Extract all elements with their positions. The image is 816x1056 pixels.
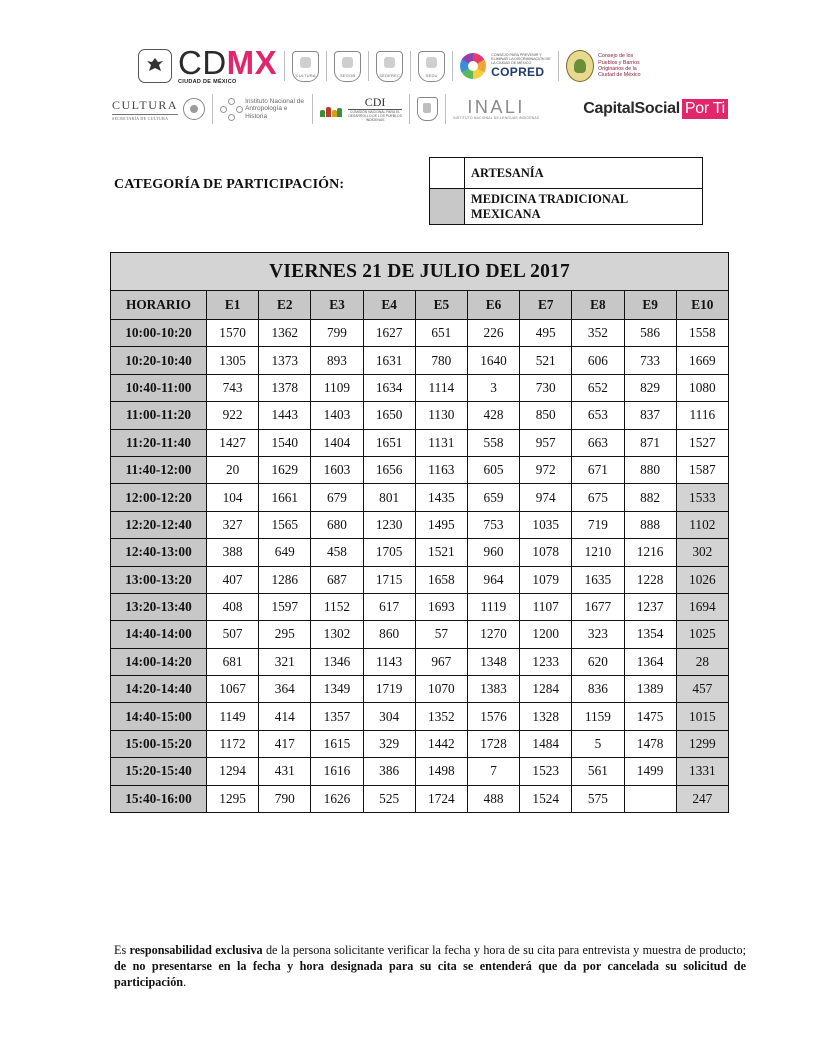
table-cell bbox=[624, 785, 676, 812]
table-cell: 1015 bbox=[676, 703, 728, 730]
table-row bbox=[111, 566, 729, 593]
copred-logo: CONSEJO PARA PREVENIR Y ELIMINAR LA DISCRIMINACIÓN DE LA CIUDAD DE MÉXICO COPRED bbox=[491, 52, 551, 80]
table-cell: 321 bbox=[259, 648, 311, 675]
table-cell: 329 bbox=[363, 730, 415, 757]
time-slot: 15:20-15:40 bbox=[111, 758, 207, 785]
table-cell: 1634 bbox=[363, 374, 415, 401]
table-cell: 1587 bbox=[676, 456, 728, 483]
table-cell: 605 bbox=[467, 456, 519, 483]
table-cell: 1107 bbox=[520, 593, 572, 620]
time-slot: 12:20-12:40 bbox=[111, 511, 207, 538]
table-cell: 104 bbox=[207, 484, 259, 511]
pueblos-logo-text: Consejo de los Pueblos y Barrios Originarios de la Ciudad de México bbox=[598, 53, 641, 79]
time-slot: 10:20-10:40 bbox=[111, 347, 207, 374]
table-cell: 1565 bbox=[259, 511, 311, 538]
table-row bbox=[111, 758, 729, 785]
table-cell: 525 bbox=[363, 785, 415, 812]
table-cell: 1163 bbox=[415, 456, 467, 483]
inah-logo-icon bbox=[220, 98, 242, 120]
table-cell: 1354 bbox=[624, 621, 676, 648]
table-cell: 1576 bbox=[467, 703, 519, 730]
cdmx-logo: CDMX CIUDAD DE MÉXICO bbox=[178, 44, 278, 86]
table-row bbox=[111, 539, 729, 566]
table-cell: 507 bbox=[207, 621, 259, 648]
table-cell: 1352 bbox=[415, 703, 467, 730]
table-cell: 880 bbox=[624, 456, 676, 483]
category-checkbox-artesania bbox=[430, 158, 465, 189]
table-cell: 1499 bbox=[624, 758, 676, 785]
table-cell: 1305 bbox=[207, 347, 259, 374]
table-cell: 680 bbox=[311, 511, 363, 538]
table-cell: 5 bbox=[572, 730, 624, 757]
table-cell: 964 bbox=[467, 566, 519, 593]
schedule-body bbox=[111, 320, 729, 813]
table-cell: 417 bbox=[259, 730, 311, 757]
table-cell: 1373 bbox=[259, 347, 311, 374]
table-cell: 561 bbox=[572, 758, 624, 785]
time-slot: 15:40-16:00 bbox=[111, 785, 207, 812]
table-cell: 1475 bbox=[624, 703, 676, 730]
table-cell: 1067 bbox=[207, 676, 259, 703]
table-cell: 1233 bbox=[520, 648, 572, 675]
table-cell: 790 bbox=[259, 785, 311, 812]
table-cell: 431 bbox=[259, 758, 311, 785]
table-cell: 1705 bbox=[363, 539, 415, 566]
table-cell: 1228 bbox=[624, 566, 676, 593]
table-cell: 1640 bbox=[467, 347, 519, 374]
table-row bbox=[111, 456, 729, 483]
table-row bbox=[111, 320, 729, 347]
table-cell: 1159 bbox=[572, 703, 624, 730]
table-cell: 1658 bbox=[415, 566, 467, 593]
table-row bbox=[111, 374, 729, 401]
table-cell: 974 bbox=[520, 484, 572, 511]
table-cell: 1080 bbox=[676, 374, 728, 401]
table-row bbox=[111, 429, 729, 456]
time-slot: 11:20-11:40 bbox=[111, 429, 207, 456]
table-cell: 675 bbox=[572, 484, 624, 511]
table-cell: 247 bbox=[676, 785, 728, 812]
header-e8: E8 bbox=[572, 291, 624, 320]
header-horario: HORARIO bbox=[111, 291, 207, 320]
table-cell: 302 bbox=[676, 539, 728, 566]
table-cell: 364 bbox=[259, 676, 311, 703]
table-cell: 1328 bbox=[520, 703, 572, 730]
time-slot: 13:20-13:40 bbox=[111, 593, 207, 620]
table-cell: 20 bbox=[207, 456, 259, 483]
table-cell: 606 bbox=[572, 347, 624, 374]
table-cell: 836 bbox=[572, 676, 624, 703]
table-cell: 1109 bbox=[311, 374, 363, 401]
table-row bbox=[111, 730, 729, 757]
header-e3: E3 bbox=[311, 291, 363, 320]
table-cell: 679 bbox=[311, 484, 363, 511]
inali-logo: INALI INSTITUTO NACIONAL DE LENGUAS INDÍGENAS bbox=[453, 97, 540, 120]
table-cell: 1597 bbox=[259, 593, 311, 620]
table-cell: 586 bbox=[624, 320, 676, 347]
table-cell: 651 bbox=[415, 320, 467, 347]
table-cell: 1389 bbox=[624, 676, 676, 703]
header-e6: E6 bbox=[467, 291, 519, 320]
schedule-table bbox=[110, 252, 729, 813]
table-cell: 801 bbox=[363, 484, 415, 511]
header-logos-bottom bbox=[112, 92, 728, 126]
table-cell: 1364 bbox=[624, 648, 676, 675]
sederec-shield-icon: SEDEREC bbox=[376, 51, 403, 82]
table-cell: 1533 bbox=[676, 484, 728, 511]
table-cell: 1149 bbox=[207, 703, 259, 730]
table-cell: 1498 bbox=[415, 758, 467, 785]
table-cell: 1172 bbox=[207, 730, 259, 757]
table-cell: 1523 bbox=[520, 758, 572, 785]
table-cell: 1570 bbox=[207, 320, 259, 347]
header-e1: E1 bbox=[207, 291, 259, 320]
table-cell: 829 bbox=[624, 374, 676, 401]
table-cell: 860 bbox=[363, 621, 415, 648]
table-cell: 1693 bbox=[415, 593, 467, 620]
table-row bbox=[111, 593, 729, 620]
table-cell: 408 bbox=[207, 593, 259, 620]
table-row bbox=[111, 347, 729, 374]
segob-shield-icon: SEGOB bbox=[334, 51, 361, 82]
table-cell: 7 bbox=[467, 758, 519, 785]
table-cell: 1070 bbox=[415, 676, 467, 703]
time-slot: 11:00-11:20 bbox=[111, 402, 207, 429]
table-row bbox=[111, 703, 729, 730]
table-cell: 1715 bbox=[363, 566, 415, 593]
mexico-seal-icon bbox=[183, 98, 205, 120]
header-logos-top bbox=[138, 44, 646, 88]
table-cell: 1026 bbox=[676, 566, 728, 593]
time-slot: 14:20-14:40 bbox=[111, 676, 207, 703]
table-cell: 1357 bbox=[311, 703, 363, 730]
table-cell: 1427 bbox=[207, 429, 259, 456]
table-cell: 799 bbox=[311, 320, 363, 347]
table-cell: 386 bbox=[363, 758, 415, 785]
table-cell: 28 bbox=[676, 648, 728, 675]
table-cell: 653 bbox=[572, 402, 624, 429]
table-cell: 521 bbox=[520, 347, 572, 374]
category-option bbox=[430, 189, 703, 225]
cultura-shield-icon: CULTURA bbox=[292, 51, 319, 82]
table-cell: 1286 bbox=[259, 566, 311, 593]
table-cell: 1143 bbox=[363, 648, 415, 675]
footer-note: Es responsabilidad exclusiva de la persona solicitante verificar la fecha y hora de su cita para entrevista y muestra de producto; de no presentarse en la fecha y hora designada para su cita se entenderá que da por cancelada su solicitud de participación. bbox=[114, 943, 746, 989]
table-cell: 1484 bbox=[520, 730, 572, 757]
table-cell: 1130 bbox=[415, 402, 467, 429]
table-cell: 957 bbox=[520, 429, 572, 456]
table-cell: 352 bbox=[572, 320, 624, 347]
table-cell: 1635 bbox=[572, 566, 624, 593]
table-cell: 1629 bbox=[259, 456, 311, 483]
table-cell: 1079 bbox=[520, 566, 572, 593]
table-cell: 1627 bbox=[363, 320, 415, 347]
category-table bbox=[429, 157, 703, 225]
table-cell: 1615 bbox=[311, 730, 363, 757]
table-cell: 1295 bbox=[207, 785, 259, 812]
table-cell: 1404 bbox=[311, 429, 363, 456]
cdi-logo: CDI COMISIÓN NACIONAL PARA EL DESARROLLO DE LOS PUEBLOS INDÍGENAS bbox=[320, 96, 402, 122]
table-cell: 1035 bbox=[520, 511, 572, 538]
table-cell: 1331 bbox=[676, 758, 728, 785]
table-cell: 558 bbox=[467, 429, 519, 456]
header-e7: E7 bbox=[520, 291, 572, 320]
pueblos-seal-icon bbox=[566, 50, 594, 82]
table-cell: 1442 bbox=[415, 730, 467, 757]
table-cell: 327 bbox=[207, 511, 259, 538]
copred-logo-icon bbox=[460, 53, 486, 79]
table-cell: 1719 bbox=[363, 676, 415, 703]
table-cell: 458 bbox=[311, 539, 363, 566]
category-option bbox=[430, 158, 703, 189]
table-cell: 1524 bbox=[520, 785, 572, 812]
header-e2: E2 bbox=[259, 291, 311, 320]
table-cell: 730 bbox=[520, 374, 572, 401]
table-cell: 663 bbox=[572, 429, 624, 456]
table-cell: 407 bbox=[207, 566, 259, 593]
table-cell: 575 bbox=[572, 785, 624, 812]
table-cell: 457 bbox=[676, 676, 728, 703]
header-e10: E10 bbox=[676, 291, 728, 320]
time-slot: 14:40-15:00 bbox=[111, 703, 207, 730]
table-cell: 1540 bbox=[259, 429, 311, 456]
table-cell: 1656 bbox=[363, 456, 415, 483]
table-cell: 1349 bbox=[311, 676, 363, 703]
table-cell: 649 bbox=[259, 539, 311, 566]
time-slot: 14:40-14:00 bbox=[111, 621, 207, 648]
table-cell: 226 bbox=[467, 320, 519, 347]
table-cell: 1626 bbox=[311, 785, 363, 812]
table-cell: 1362 bbox=[259, 320, 311, 347]
inah-logo-text: Instituto Nacional de Antropología e Historia bbox=[245, 98, 304, 120]
table-cell: 1346 bbox=[311, 648, 363, 675]
table-cell: 388 bbox=[207, 539, 259, 566]
time-slot: 15:00-15:20 bbox=[111, 730, 207, 757]
table-cell: 1302 bbox=[311, 621, 363, 648]
capital-social-logo: CapitalSocial Por Ti bbox=[583, 99, 728, 119]
table-cell: 659 bbox=[467, 484, 519, 511]
table-cell: 1237 bbox=[624, 593, 676, 620]
table-cell: 780 bbox=[415, 347, 467, 374]
table-row bbox=[111, 785, 729, 812]
table-row bbox=[111, 648, 729, 675]
table-cell: 428 bbox=[467, 402, 519, 429]
table-row bbox=[111, 484, 729, 511]
table-cell: 652 bbox=[572, 374, 624, 401]
table-cell: 1495 bbox=[415, 511, 467, 538]
eagle-seal-icon bbox=[138, 49, 172, 83]
table-cell: 495 bbox=[520, 320, 572, 347]
table-cell: 1383 bbox=[467, 676, 519, 703]
table-cell: 1724 bbox=[415, 785, 467, 812]
cultura-logo: CULTURA SECRETARÍA DE CULTURA bbox=[112, 97, 179, 121]
header-e5: E5 bbox=[415, 291, 467, 320]
table-cell: 488 bbox=[467, 785, 519, 812]
table-cell: 1435 bbox=[415, 484, 467, 511]
sedu-shield-icon: SEDU bbox=[418, 51, 445, 82]
table-cell: 1478 bbox=[624, 730, 676, 757]
table-row bbox=[111, 621, 729, 648]
table-cell: 1216 bbox=[624, 539, 676, 566]
time-slot: 10:00-10:20 bbox=[111, 320, 207, 347]
table-cell: 620 bbox=[572, 648, 624, 675]
table-cell: 1025 bbox=[676, 621, 728, 648]
table-cell: 1348 bbox=[467, 648, 519, 675]
table-cell: 304 bbox=[363, 703, 415, 730]
table-cell: 617 bbox=[363, 593, 415, 620]
table-cell: 1651 bbox=[363, 429, 415, 456]
table-cell: 323 bbox=[572, 621, 624, 648]
cdi-figures-icon bbox=[320, 101, 342, 117]
table-cell: 295 bbox=[259, 621, 311, 648]
table-cell: 837 bbox=[624, 402, 676, 429]
time-slot: 11:40-12:00 bbox=[111, 456, 207, 483]
category-checkbox-medicina bbox=[430, 189, 465, 225]
table-cell: 1650 bbox=[363, 402, 415, 429]
table-row bbox=[111, 511, 729, 538]
time-slot: 10:40-11:00 bbox=[111, 374, 207, 401]
table-cell: 1131 bbox=[415, 429, 467, 456]
table-cell: 1119 bbox=[467, 593, 519, 620]
table-cell: 922 bbox=[207, 402, 259, 429]
table-row bbox=[111, 676, 729, 703]
table-cell: 972 bbox=[520, 456, 572, 483]
table-cell: 753 bbox=[467, 511, 519, 538]
table-cell: 1631 bbox=[363, 347, 415, 374]
time-slot: 12:40-13:00 bbox=[111, 539, 207, 566]
table-cell: 733 bbox=[624, 347, 676, 374]
header-e9: E9 bbox=[624, 291, 676, 320]
table-cell: 1694 bbox=[676, 593, 728, 620]
category-option-label: MEDICINA TRADICIONAL MEXICANA bbox=[465, 189, 703, 225]
table-cell: 1116 bbox=[676, 402, 728, 429]
table-cell: 1294 bbox=[207, 758, 259, 785]
table-cell: 1200 bbox=[520, 621, 572, 648]
table-cell: 960 bbox=[467, 539, 519, 566]
table-cell: 1114 bbox=[415, 374, 467, 401]
table-cell: 3 bbox=[467, 374, 519, 401]
table-cell: 681 bbox=[207, 648, 259, 675]
table-cell: 1527 bbox=[676, 429, 728, 456]
table-cell: 1677 bbox=[572, 593, 624, 620]
table-cell: 1443 bbox=[259, 402, 311, 429]
table-cell: 1521 bbox=[415, 539, 467, 566]
table-cell: 1558 bbox=[676, 320, 728, 347]
table-cell: 850 bbox=[520, 402, 572, 429]
table-cell: 1403 bbox=[311, 402, 363, 429]
table-cell: 1210 bbox=[572, 539, 624, 566]
table-cell: 871 bbox=[624, 429, 676, 456]
table-cell: 893 bbox=[311, 347, 363, 374]
table-cell: 1270 bbox=[467, 621, 519, 648]
table-cell: 1299 bbox=[676, 730, 728, 757]
schedule-title: VIERNES 21 DE JULIO DEL 2017 bbox=[111, 253, 729, 291]
table-cell: 57 bbox=[415, 621, 467, 648]
table-cell: 1616 bbox=[311, 758, 363, 785]
table-cell: 1603 bbox=[311, 456, 363, 483]
table-cell: 1078 bbox=[520, 539, 572, 566]
time-slot: 13:00-13:20 bbox=[111, 566, 207, 593]
table-cell: 888 bbox=[624, 511, 676, 538]
table-cell: 1152 bbox=[311, 593, 363, 620]
table-cell: 882 bbox=[624, 484, 676, 511]
schedule-header-row bbox=[111, 291, 729, 320]
table-cell: 1230 bbox=[363, 511, 415, 538]
table-cell: 743 bbox=[207, 374, 259, 401]
table-cell: 1284 bbox=[520, 676, 572, 703]
table-cell: 687 bbox=[311, 566, 363, 593]
table-cell: 1669 bbox=[676, 347, 728, 374]
category-option-label: ARTESANÍA bbox=[465, 158, 703, 189]
table-cell: 1102 bbox=[676, 511, 728, 538]
table-cell: 719 bbox=[572, 511, 624, 538]
table-cell: 967 bbox=[415, 648, 467, 675]
time-slot: 12:00-12:20 bbox=[111, 484, 207, 511]
table-cell: 1378 bbox=[259, 374, 311, 401]
table-cell: 1661 bbox=[259, 484, 311, 511]
time-slot: 14:00-14:20 bbox=[111, 648, 207, 675]
unam-shield-icon bbox=[417, 97, 438, 121]
table-row bbox=[111, 402, 729, 429]
table-cell: 414 bbox=[259, 703, 311, 730]
category-label: CATEGORÍA DE PARTICIPACIÓN: bbox=[114, 177, 345, 192]
table-cell: 671 bbox=[572, 456, 624, 483]
table-cell: 1728 bbox=[467, 730, 519, 757]
header-e4: E4 bbox=[363, 291, 415, 320]
